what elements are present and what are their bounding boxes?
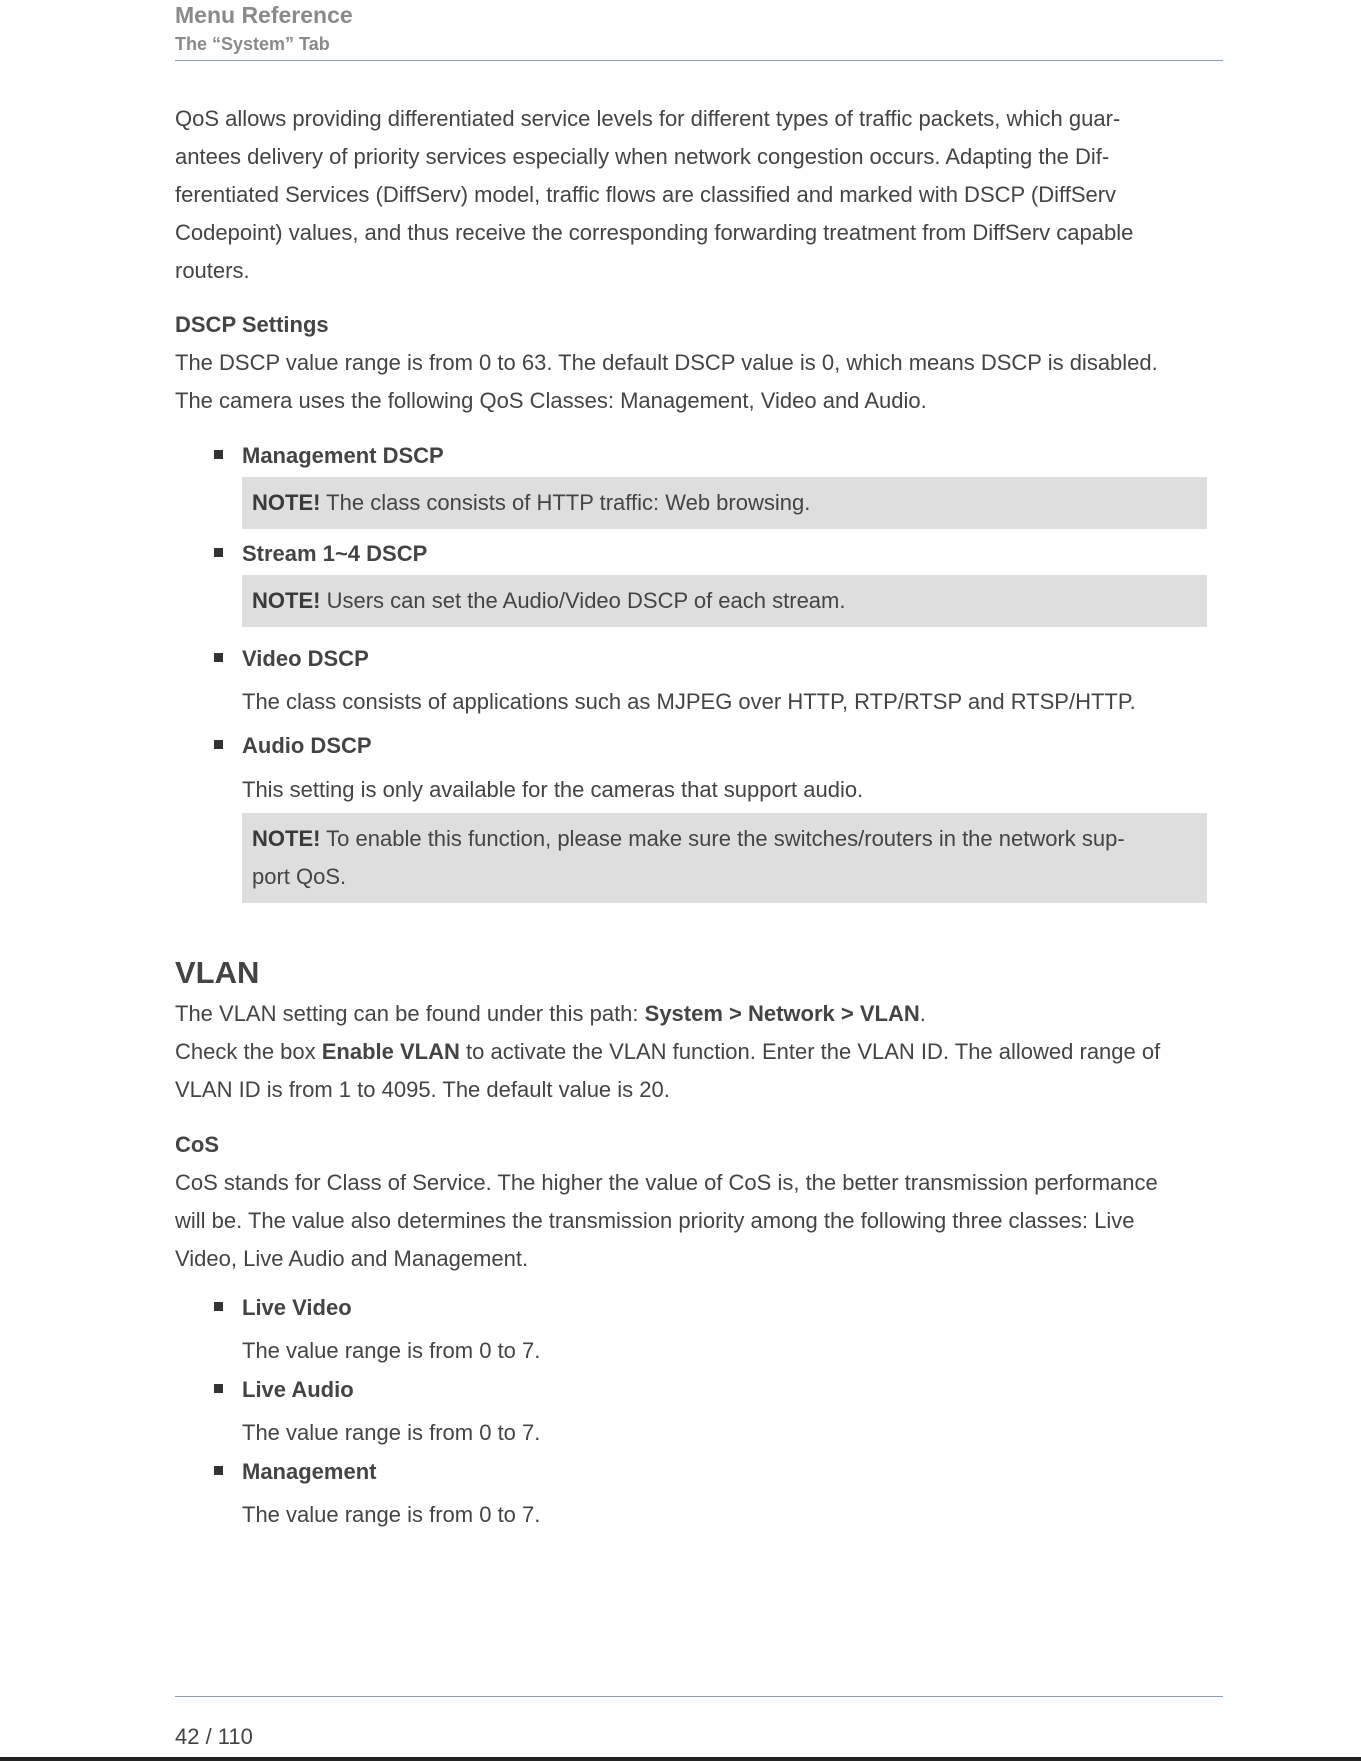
vlan-heading: VLAN [175, 955, 260, 990]
note-text: port QoS. [252, 864, 347, 889]
cos-line: will be. The value also determines the transmission priority among the following three classes: Live [175, 1208, 1135, 1233]
note-label: NOTE! [252, 490, 321, 515]
bullet-live-audio [175, 1371, 1225, 1409]
bullet-management-dscp [175, 437, 1225, 475]
bullet-text: This setting is only available for the cameras that support audio. [242, 777, 864, 802]
bullet-square-icon [214, 653, 223, 662]
header-rule [175, 60, 1223, 61]
cos-heading: CoS [175, 1132, 219, 1157]
cos-paragraph [175, 1164, 1225, 1278]
bullet-audio-dscp [175, 727, 1225, 765]
intro-line: Codepoint) values, and thus receive the corresponding forwarding treatment from DiffServ capable [175, 220, 1134, 245]
cos-line: CoS stands for Class of Service. The higher the value of CoS is, the better transmission performance [175, 1170, 1158, 1195]
cos-line: Video, Live Audio and Management. [175, 1246, 529, 1271]
bullet-square-icon [214, 740, 223, 749]
intro-line: ferentiated Services (DiffServ) model, traffic flows are classified and marked with DSCP (DiffServ [175, 182, 1117, 207]
bullet-stream-dscp [175, 535, 1225, 573]
bullet-text: The class consists of applications such as MJPEG over HTTP, RTP/RTSP and RTSP/HTTP. [242, 689, 1136, 714]
page-header [175, 0, 1223, 55]
header-title: Menu Reference [175, 2, 353, 28]
vlan-path-paragraph [175, 995, 1225, 1033]
bullet-square-icon [214, 1466, 223, 1475]
header-subtitle: The “System” Tab [175, 34, 330, 54]
intro-line: QoS allows providing differentiated service levels for different types of traffic packets, which guar- [175, 106, 1121, 131]
intro-paragraph [175, 100, 1225, 290]
note-text: The class consists of HTTP traffic: Web browsing. [320, 490, 811, 515]
note-text: Users can set the Audio/Video DSCP of each stream. [320, 588, 846, 613]
bullet-management [175, 1453, 1225, 1491]
page-bottom-edge [0, 1757, 1361, 1761]
dscp-heading: DSCP Settings [175, 312, 329, 337]
footer-rule [175, 1696, 1223, 1697]
bullet-title: Audio DSCP [242, 733, 372, 758]
vlan-path-suffix: . [919, 1001, 926, 1026]
bullet-video-dscp [175, 640, 1225, 678]
bullet-square-icon [214, 1302, 223, 1311]
bullet-title: Stream 1~4 DSCP [242, 541, 428, 566]
bullet-text: The value range is from 0 to 7. [242, 1338, 541, 1363]
main-content [175, 100, 1225, 1534]
bullet-title: Management [242, 1459, 377, 1484]
dscp-line: The DSCP value range is from 0 to 63. The default DSCP value is 0, which means DSCP is disabled. [175, 350, 1158, 375]
vlan-check-bold: Enable VLAN [321, 1039, 460, 1064]
bullet-live-video [175, 1289, 1225, 1327]
bullet-title: Live Audio [242, 1377, 354, 1402]
note-text: To enable this function, please make sure the switches/routers in the network sup- [320, 826, 1125, 851]
bullet-square-icon [214, 450, 223, 459]
note-box [242, 575, 1207, 627]
dscp-paragraph [175, 344, 1225, 420]
bullet-title: Video DSCP [242, 646, 369, 671]
bullet-text: The value range is from 0 to 7. [242, 1420, 541, 1445]
note-box [242, 813, 1207, 903]
note-label: NOTE! [252, 588, 321, 613]
vlan-path-bold: System > Network > VLAN [644, 1001, 920, 1026]
bullet-square-icon [214, 1384, 223, 1393]
intro-line: routers. [175, 258, 250, 283]
bullet-title: Live Video [242, 1295, 352, 1320]
note-box [242, 477, 1207, 529]
vlan-path-prefix: The VLAN setting can be found under this path: [175, 1001, 645, 1026]
vlan-check-line: VLAN ID is from 1 to 4095. The default value is 20. [175, 1077, 670, 1102]
bullet-title: Management DSCP [242, 443, 444, 468]
vlan-check-paragraph [175, 1033, 1225, 1109]
vlan-check-suffix: to activate the VLAN function. Enter the VLAN ID. The allowed range of [459, 1039, 1161, 1064]
dscp-line: The camera uses the following QoS Classes: Management, Video and Audio. [175, 388, 927, 413]
intro-line: antees delivery of priority services especially when network congestion occurs. Adapting the Dif- [175, 144, 1110, 169]
note-label: NOTE! [252, 826, 321, 851]
bullet-square-icon [214, 548, 223, 557]
bullet-text: The value range is from 0 to 7. [242, 1502, 541, 1527]
page-number: 42 / 110 [175, 1724, 253, 1749]
vlan-check-prefix: Check the box [175, 1039, 322, 1064]
